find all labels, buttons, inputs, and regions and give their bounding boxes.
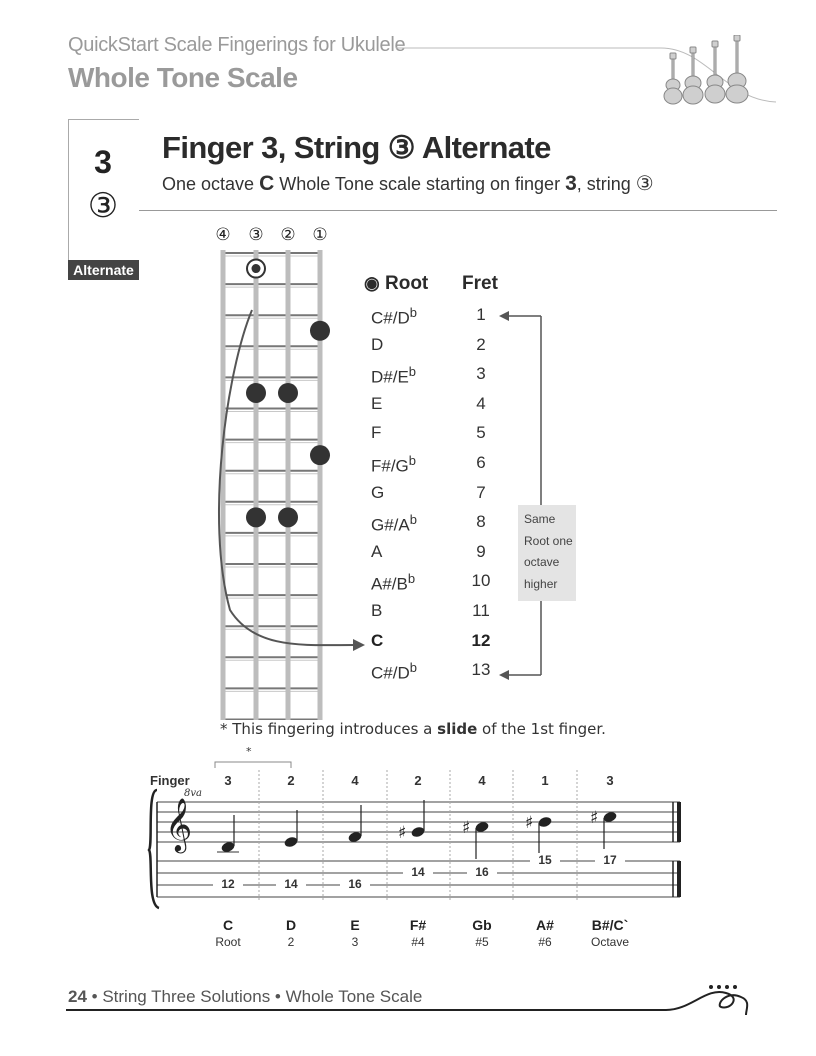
page-number: 24 (68, 987, 87, 1006)
slide-footnote (220, 720, 606, 738)
flat-sign: b (409, 305, 417, 320)
finger-dot (310, 445, 330, 465)
fret-table-note: $C\#/D^b$ (371, 660, 417, 683)
fret-table-note: $D\#/E^b$ (371, 364, 417, 387)
root-dot-center (252, 264, 261, 273)
page-subtitle (162, 171, 654, 196)
scale-interval: Octave (590, 935, 629, 949)
finger-dot (246, 383, 266, 403)
subtitle-string: ③ (635, 173, 654, 195)
tab-number: 14 (276, 877, 306, 891)
finger-number: 3 (224, 773, 232, 788)
finger-number: 2 (414, 773, 422, 788)
note-head (410, 826, 425, 839)
fret-table-fret: 11 (472, 601, 490, 620)
callout-line: Root one (524, 533, 573, 548)
finger-number: 4 (478, 773, 486, 788)
finger-dot (278, 383, 298, 403)
string-label: ③ (248, 225, 264, 245)
subtitle-finger: 3 (565, 172, 577, 195)
scale-note-name: C (222, 917, 234, 933)
header-title: Whole Tone Scale (68, 62, 298, 93)
scale-interval: #6 (538, 935, 552, 949)
fret-table-fret: 10 (471, 571, 491, 591)
sharp-sign: ♯ (398, 823, 407, 843)
finger-dot (278, 507, 298, 527)
notation-staff (145, 750, 690, 920)
subtitle-text-3: , string (576, 174, 636, 194)
callout-line: Same (524, 512, 556, 526)
slide-arrow-head (353, 639, 365, 651)
title-rule (139, 210, 777, 211)
flat-sign: b (407, 571, 416, 587)
string-label: ② (280, 225, 296, 245)
subtitle-text-2: Whole Tone scale starting on finger (274, 174, 566, 194)
scale-interval: #4 (411, 935, 425, 949)
finger-number: 1 (541, 773, 549, 788)
side-tab-string: ③ (87, 186, 119, 226)
scale-interval: 2 (287, 935, 295, 949)
fret-table-note: G (371, 482, 385, 502)
fret-table-note: $F\#/G^b$ (371, 453, 417, 476)
tab-number: 16 (467, 865, 497, 879)
fret-table-note: E (371, 393, 383, 413)
root-icon: ◉ (364, 273, 380, 293)
fret-table-fret: 13 (471, 660, 491, 680)
sharp-sign: ♯ (590, 808, 599, 828)
fret-table-note: A (371, 541, 383, 561)
fret-table-fret: 8 (476, 512, 486, 532)
finger-number: 2 (287, 773, 295, 788)
octave-callout (518, 505, 576, 601)
subtitle-text-1: One octave (162, 174, 260, 194)
flat-sign: b (408, 453, 417, 468)
callout-line: higher (524, 576, 558, 591)
page-title: Finger 3, String ③ Alternate (162, 130, 551, 165)
flat-sign: b (409, 512, 417, 528)
fret-table-fret: 7 (476, 482, 486, 502)
flat-sign: b (408, 364, 417, 380)
note-head (537, 816, 552, 829)
tab-number: 17 (595, 853, 625, 867)
scale-note-name: Gb (472, 917, 492, 933)
scale-interval: Root (215, 935, 241, 949)
tab-number: 14 (403, 865, 433, 879)
footer-label: • String Three Solutions • Whole Tone Scale (86, 987, 423, 1006)
scale-interval: #5 (475, 935, 489, 949)
string-label: ④ (215, 225, 231, 245)
finger-dot (246, 507, 266, 527)
fret-table-fret: 9 (476, 541, 486, 561)
fret-table-note: $C\#/D^b$ (371, 305, 417, 328)
scale-note-name: B#/C` (591, 917, 629, 933)
slide-marker: * (246, 745, 252, 758)
fret-header: Fret (462, 273, 498, 294)
scale-note-name: F# (409, 917, 427, 933)
finger-number: 3 (606, 773, 614, 788)
scale-interval: 3 (351, 935, 359, 949)
fret-table-note: F (371, 423, 382, 443)
header-subtitle: QuickStart Scale Fingerings for Ukulele (68, 34, 406, 56)
string-label: ① (312, 225, 328, 245)
footer-flourish (66, 975, 756, 1020)
scale-note-name: D (285, 917, 297, 933)
fret-table-fret: 4 (476, 393, 486, 413)
scale-note-name: E (350, 917, 360, 933)
svg-text:𝄞: 𝄞 (165, 797, 193, 851)
fret-table-note: D (371, 334, 384, 354)
sharp-sign: ♯ (525, 813, 534, 833)
finger-number: 4 (351, 773, 359, 788)
tab-number: 12 (213, 877, 243, 891)
fret-table-fret: 5 (476, 423, 486, 443)
fret-table-fret: 2 (476, 334, 486, 354)
root-header (364, 273, 428, 295)
slide-note-pre: * This fingering introduces a (220, 720, 438, 738)
tab-number: 15 (530, 853, 560, 867)
fret-table-fret: 3 (476, 364, 486, 384)
side-tab-finger: 3 (94, 144, 112, 180)
fret-table-fret: 12 (471, 630, 491, 650)
sharp-sign: ♯ (462, 818, 471, 838)
fret-table-note: B (371, 601, 383, 620)
callout-line: octave (524, 555, 560, 569)
scale-note-name: A# (536, 917, 554, 933)
octave-bracket (495, 300, 555, 690)
fret-table-note: $G\#/A^b$ (371, 512, 417, 535)
finger-label: Finger (150, 773, 190, 788)
slide-note-post: of the 1st finger. (477, 720, 606, 738)
ukulele-icon (660, 35, 755, 105)
fret-table-note: C (371, 630, 384, 650)
side-tab-label: Alternate (68, 260, 139, 280)
subtitle-key: C (259, 172, 275, 195)
tab-number: 16 (340, 877, 370, 891)
ottava-mark: 8va (184, 788, 202, 799)
finger-dot (310, 321, 330, 341)
fret-table-note: $A\#/B^b$ (371, 571, 416, 595)
flat-sign: b (409, 660, 417, 676)
fret-table-fret: 1 (476, 305, 486, 324)
root-header-label: Root (385, 273, 429, 294)
fret-table-fret: 6 (476, 453, 486, 472)
note-head (283, 836, 298, 849)
slide-note-bold: slide (437, 720, 478, 738)
